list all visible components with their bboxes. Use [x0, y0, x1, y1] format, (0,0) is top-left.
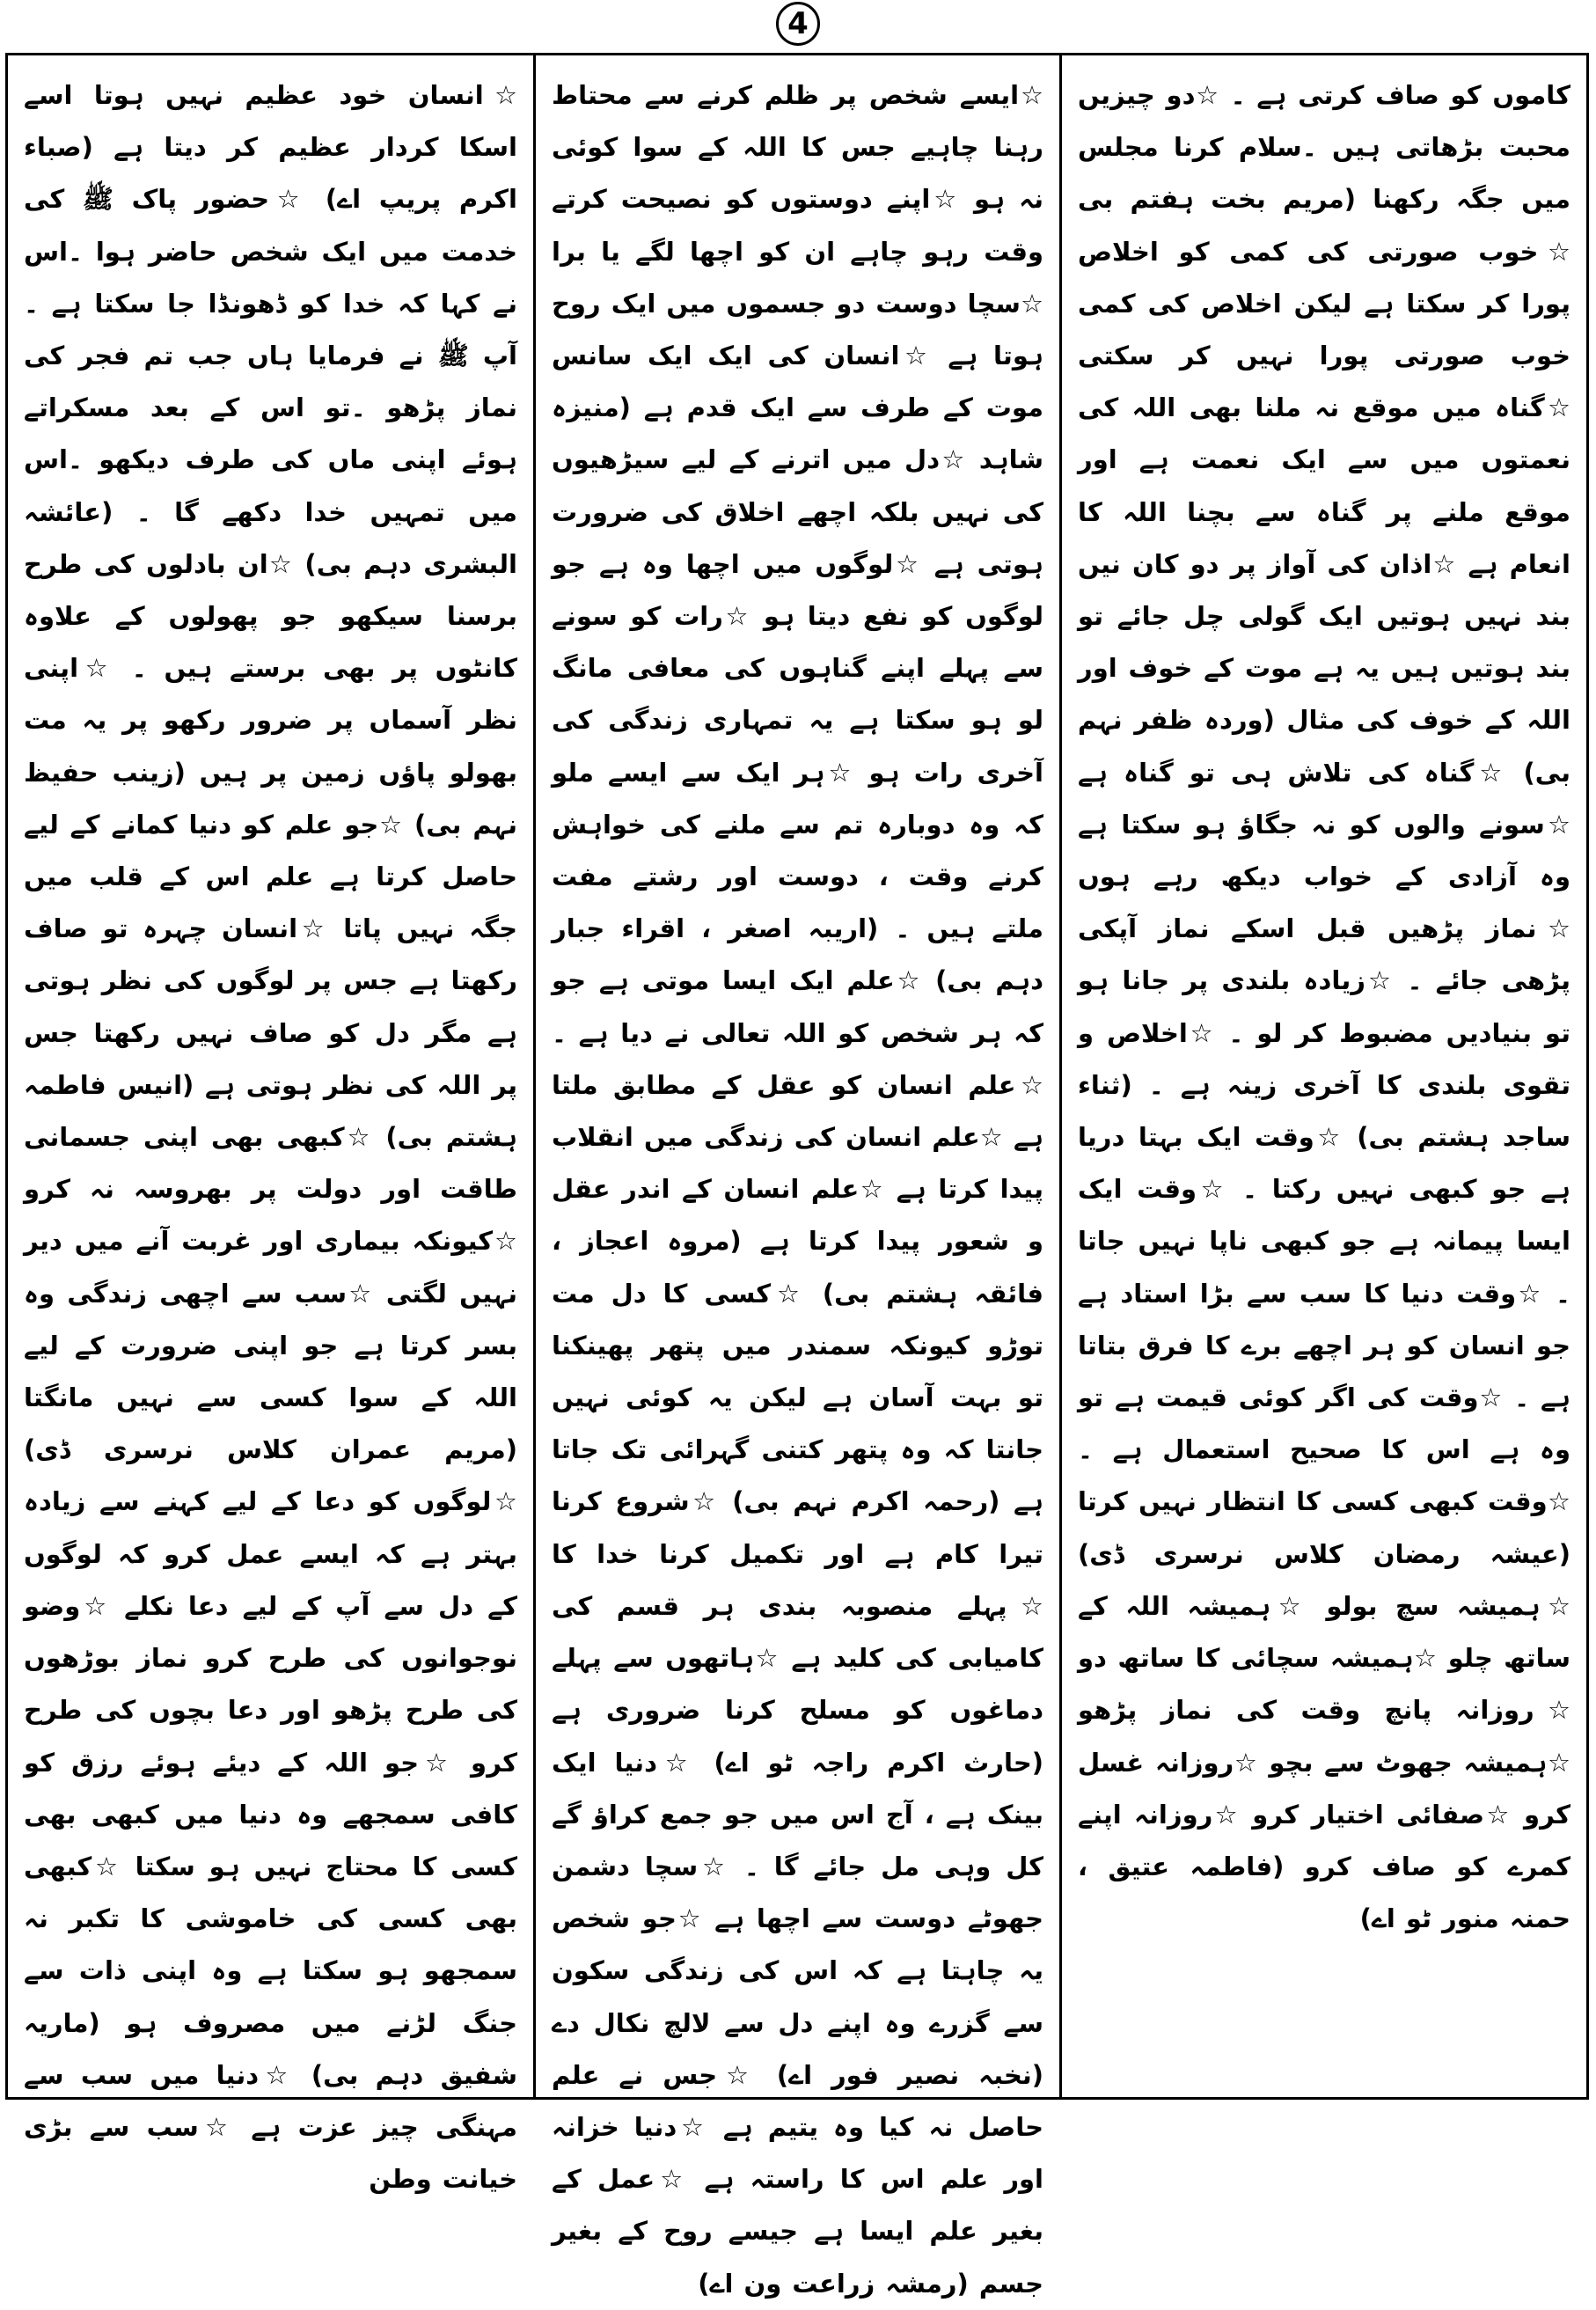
column-right-text: کاموں کو صاف کرتی ہے ۔ ☆دو چیزیں محبت بڑھاتی ہیں ۔سلام کرنا مجلس میں جگہ رکھنا (مریم بخت ہفتم بی ☆خوب صورتی کی کمی کو اخلاص پورا کر سکتا ہے لیکن اخلاص کی کمی خوب صورتی پورا نہیں کر سکتی ☆گناہ میں موقع نہ ملنا بھی اللہ کی نعمتوں میں سے ایک نعمت ہے اور موقع ملنے پر گناہ سے بچنا اللہ کا انعام ہے ☆اذان کی آواز پر دو کان نیں بند نہیں ہوتیں ایک گولی چل جائے تو بند ہوتیں ہیں یہ ہے موت کے خوف اور اللہ کے خوف کی مثال (وردہ ظفر نہم بی) ☆گناہ کی تلاش ہی تو گناہ ہے ☆سونے والوں کو نہ جگاؤ ہو سکتا ہے وہ آزادی کے خواب دیکھ رہے ہوں ☆نماز پڑھیں قبل اسکے نماز آپکی پڑھی جائے ۔ ☆زیادہ بلندی پر جانا ہو تو بنیادیں مضبوط کر لو ۔ ☆اخلاص و تقوی بلندی کا آخری زینہ ہے ۔ (ثناء ساجد ہشتم بی) ☆وقت ایک بہتا دریا ہے جو کبھی نہیں رکتا ۔ ☆وقت ایک ایسا پیمانہ ہے جو کبھی ناپا نہیں جاتا ۔ ☆وقت دنیا کا سب سے بڑا استاد ہے جو انسان کو ہر اچھے برے کا فرق بتاتا ہے ۔ ☆وقت کی اگر کوئی قیمت ہے تو وہ ہے اس کا صحیح استعمال ہے ۔☆وقت کبھی کسی کا انتظار نہیں کرتا (عیشہ رمضان کلاس نرسری ڈی) ☆ہمیشہ سچ بولو ☆ہمیشہ اللہ کے ساتھ چلو ☆ہمیشہ سچائی کا ساتھ دو ☆روزانہ پانچ وقت کی نماز پڑھو ☆ہمیشہ جھوٹ سے بچو ☆روزانہ غسل کرو ☆صفائی اختیار کرو ☆روزانہ اپنے کمرے کو صاف کرو (فاطمہ عتیق ، حمنہ منور ٹو اے) — [1078, 80, 1570, 1934]
page-number: 4 — [776, 2, 820, 46]
column-right — [1062, 55, 1586, 2097]
column-middle-text: ☆ایسے شخص پر ظلم کرنے سے محتاط رہنا چاہیے جس کا اللہ کے سوا کوئی نہ ہو ☆اپنے دوستوں کو نصیحت کرتے وقت رہو چاہے ان کو اچھا لگے یا برا ☆سچا دوست دو جسموں میں ایک روح ہوتا ہے ☆انسان کی ایک ایک سانس موت کے طرف سے ایک قدم ہے (منیزہ شاہد ☆دل میں اترنے کے لیے سیڑھیوں کی نہیں بلکہ اچھے اخلاق کی ضرورت ہوتی ہے ☆لوگوں میں اچھا وہ ہے جو لوگوں کو نفع دیتا ہو ☆رات کو سونے سے پہلے اپنے گناہوں کی معافی مانگ لو ہو سکتا ہے یہ تمہاری زندگی کی آخری رات ہو ☆ہر ایک سے ایسے ملو کہ وہ دوبارہ تم سے ملنے کی خواہش کرنے وقت ، دوست اور رشتے مفت ملتے ہیں ۔ (اریبہ اصغر ، اقراء جبار دہم بی) ☆علم ایک ایسا موتی ہے جو کہ ہر شخص کو اللہ تعالی نے دیا ہے ۔ ☆علم انسان کو عقل کے مطابق ملتا ہے ☆علم انسان کی زندگی میں انقلاب پیدا کرتا ہے ☆علم انسان کے اندر عقل و شعور پیدا کرتا ہے (مروہ اعجاز ، فائقہ ہشتم بی) ☆کسی کا دل مت توڑو کیونکہ سمندر میں پتھر پھینکنا تو بہت آسان ہے لیکن یہ کوئی نہیں جانتا کہ وہ پتھر کتنی گہرائی تک جاتا ہے (رحمہ اکرم نہم بی) ☆شروع کرنا تیرا کام ہے اور تکمیل کرنا خدا کا ☆پہلے منصوبہ بندی ہر قسم کی کامیابی کی کلید ہے ☆ہاتھوں سے پہلے دماغوں کو مسلح کرنا ضروری ہے (حارث اکرم راجہ ٹو اے) ☆دنیا ایک بینک ہے ، آج اس میں جو جمع کراؤ گے کل وہی مل جائے گا ۔ ☆سچا دشمن جھوٹے دوست سے اچھا ہے ☆جو شخص یہ چاہتا ہے کہ اس کی زندگی سکون سے گزرے وہ اپنے دل سے لالچ نکال دے (نخبہ نصیر فور اے) ☆جس نے علم حاصل نہ کیا وہ یتیم ہے ☆دنیا خزانہ اور علم اس کا راستہ ہے ☆عمل کے بغیر علم ایسا ہے جیسے روح کے بغیر جسم (رمشہ زراعت ون اے) — [552, 80, 1043, 2299]
column-left — [8, 55, 536, 2195]
column-left-text: ☆انسان خود عظیم نہیں ہوتا اسے اسکا کردار عظیم کر دیتا ہے (صباء اکرم پریپ اے) ☆حضور پاک ﷺ کی خدمت میں ایک شخص حاضر ہوا ۔اس نے کہا کہ خدا کو ڈھونڈا جا سکتا ہے ۔آپ ﷺ نے فرمایا ہاں جب تم فجر کی نماز پڑھو ۔تو اس کے بعد مسکراتے ہوئے اپنی ماں کی طرف دیکھو ۔اس میں تمہیں خدا دکھے گا ۔ (عائشہ البشری دہم بی) ☆ان بادلوں کی طرح برسنا سیکھو جو پھولوں کے علاوہ کانٹوں پر بھی برستے ہیں ۔ ☆اپنی نظر آسماں پر ضرور رکھو پر یہ مت بھولو پاؤں زمین پر ہیں (زینب حفیظ نہم بی) ☆جو علم کو دنیا کمانے کے لیے حاصل کرتا ہے علم اس کے قلب میں جگہ نہیں پاتا ☆انسان چہرہ تو صاف رکھتا ہے جس پر لوگوں کی نظر ہوتی ہے مگر دل کو صاف نہیں رکھتا جس پر اللہ کی نظر ہوتی ہے (انیس فاطمہ ہشتم بی) ☆کبھی بھی اپنی جسمانی طاقت اور دولت پر بھروسہ نہ کرو ☆کیونکہ بیماری اور غربت آنے میں دیر نہیں لگتی ☆سب سے اچھی زندگی وہ بسر کرتا ہے جو اپنی ضرورت کے لیے اللہ کے سوا کسی سے نہیں مانگتا (مریم عمران کلاس نرسری ڈی) ☆لوگوں کو دعا کے لیے کہنے سے زیادہ بہتر ہے کہ ایسے عمل کرو کہ لوگوں کے دل سے آپ کے لیے دعا نکلے ☆وضو نوجوانوں کی طرح کرو نماز بوڑھوں کی طرح پڑھو اور دعا بچوں کی طرح کرو ☆جو اللہ کے دیئے ہوئے رزق کو کافی سمجھے وہ دنیا میں کبھی بھی کسی کا محتاج نہیں ہو سکتا ☆کبھی بھی کسی کی خاموشی کا تکبر نہ سمجھو ہو سکتا ہے وہ اپنی ذات سے جنگ لڑنے میں مصروف ہو (ماریہ شفیق دہم بی) ☆دنیا میں سب سے مہنگی چیز عزت ہے ☆سب سے بڑی خیانت وطن — [24, 80, 517, 2195]
newsletter-page-frame — [5, 53, 1589, 2299]
column-middle — [536, 55, 1062, 2299]
